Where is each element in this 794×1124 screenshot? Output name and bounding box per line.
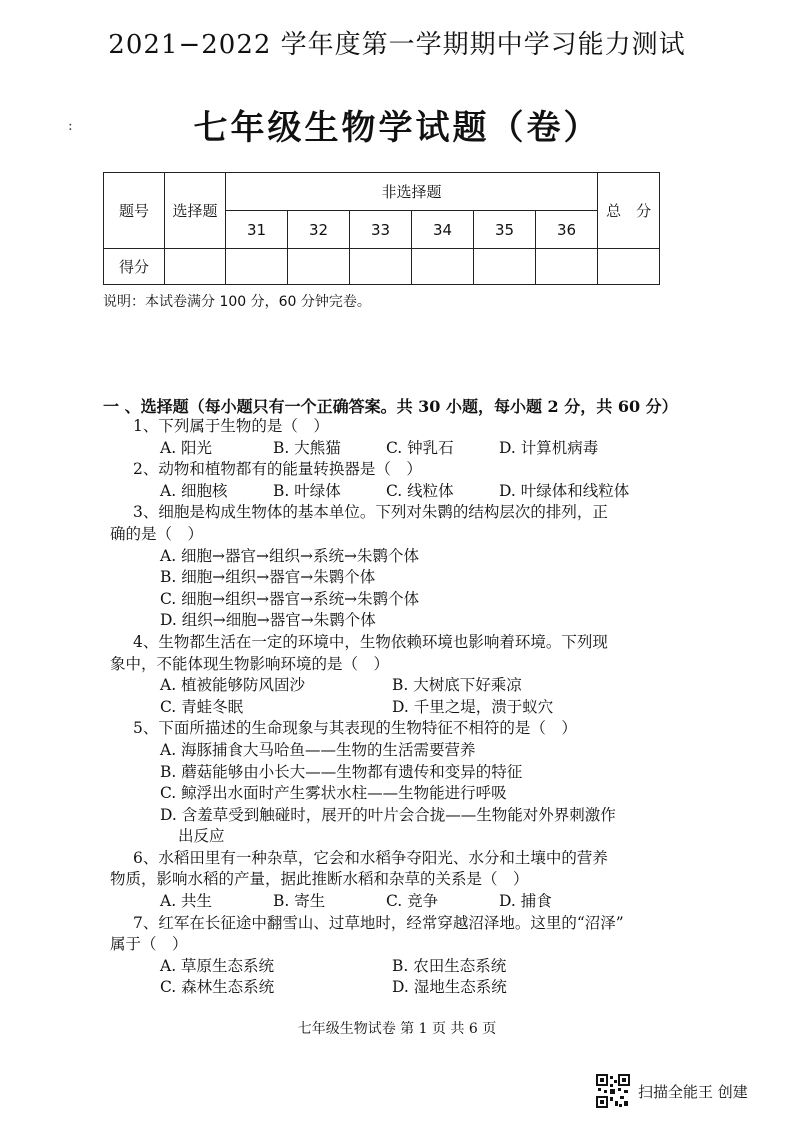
score-table-total-header: 总 分 [598,173,660,249]
score-cell [412,249,474,285]
question-stem: 7、红军在长征途中翻雪山、过草地时，经常穿越沼泽地。这里的“沼泽” [133,913,624,932]
option: D. 含羞草受到触碰时，展开的叶片会合拢——生物能对外界刺激作 [160,805,616,824]
score-table-score-label: 得分 [104,249,165,285]
score-table [103,172,660,285]
question-stem: 2、动物和植物都有的能量转换器是（ ） [133,460,422,479]
option: B. 细胞→组织→器官→朱鹮个体 [160,568,376,587]
scanner-watermark-text: 扫描全能王 创建 [638,1082,748,1101]
question-stem-continued: 属于（ ） [110,935,188,954]
exam-note: 说明：本试卷满分 100 分，60 分钟完卷。 [103,294,371,310]
score-table-number: 32 [288,211,350,249]
option: A. 共生 [160,892,213,911]
option: B. 寄生 [273,892,326,911]
option: D. 组织→细胞→器官→朱鹮个体 [160,611,376,630]
question-list [110,416,673,999]
exam-subtitle: 七年级生物学试题（卷） [193,108,601,148]
score-table-nonchoice-header: 非选择题 [226,173,598,211]
option: A. 海豚捕食大马哈鱼——生物的生活需要营养 [160,740,476,759]
question-stem: 4、生物都生活在一定的环境中，生物依赖环境也影响着环境。下列现 [133,632,608,651]
question-stem-continued: 物质，影响水稻的产量，据此推断水稻和杂草的关系是（ ） [110,870,529,889]
score-table-number: 35 [474,211,536,249]
qr-code-icon [596,1074,630,1108]
score-table-number: 31 [226,211,288,249]
question [133,718,673,848]
option: C. 森林生态系统 [160,978,275,997]
option-row [133,977,673,999]
question-stem: 1、下列属于生物的是（ ） [133,417,329,435]
option: B. 蘑菇能够由小长大——生物都有遗传和变异的特征 [160,762,523,781]
question-stem: 6、水稻田里有一种杂草，它会和水稻争夺阳光、水分和土壤中的营养 [133,848,608,867]
option: A. 草原生态系统 [160,956,275,975]
question [133,459,673,502]
question [133,416,673,459]
option: C. 钟乳石 [386,438,454,457]
option: B. 叶绿体 [273,481,341,500]
question [110,913,673,999]
score-cell [288,249,350,285]
option: D. 湿地生态系统 [392,978,507,997]
question-stem-continued: 象中，不能体现生物影响环境的是（ ） [110,654,390,673]
option: A. 细胞→器官→组织→系统→朱鹮个体 [160,546,419,565]
option: D. 叶绿体和线粒体 [499,481,630,500]
option: D. 计算机病毒 [499,438,599,457]
option-row [133,438,673,460]
exam-title: 2021−2022 学年度第一学期期中学习能力测试 [108,30,686,60]
option-row [133,481,673,503]
option-row [133,697,673,719]
stray-mark: : [68,118,73,134]
page-footer: 七年级生物试卷 第 1 页 共 6 页 [297,1021,497,1037]
option-row [133,956,673,978]
option: B. 大树底下好乘凉 [392,676,522,695]
option: C. 鲸浮出水面时产生雾状水柱——生物能进行呼吸 [160,784,507,803]
option: B. 大熊猫 [273,438,341,457]
score-cell [474,249,536,285]
option: D. 捕食 [499,892,552,911]
option: C. 竞争 [386,892,439,911]
option: C. 细胞→组织→器官→系统→朱鹮个体 [160,589,420,608]
option-row [133,891,673,913]
option: A. 细胞核 [160,481,228,500]
option: C. 线粒体 [386,481,454,500]
question [110,632,673,718]
question-stem-continued: 确的是（ ） [110,524,204,543]
option-continued: 出反应 [178,827,225,846]
option: B. 农田生态系统 [392,956,507,975]
question [110,848,673,913]
score-table-number: 33 [350,211,412,249]
score-cell [350,249,412,285]
option: D. 千里之堤，溃于蚁穴 [392,697,554,716]
scanner-watermark [596,1074,748,1108]
score-cell [226,249,288,285]
option-row [133,675,673,697]
question-stem: 5、下面所描述的生命现象与其表现的生物特征不相符的是（ ） [133,719,577,738]
score-table-number: 34 [412,211,474,249]
score-cell [165,249,226,285]
section-heading: 一 、选择题（每小题只有一个正确答案。共 30 小题，每小题 2 分，共 60 分） [103,397,678,416]
score-table-item-header: 题号 [104,173,165,249]
score-table-number: 36 [536,211,598,249]
option: C. 青蛙冬眠 [160,697,244,716]
question [110,502,673,632]
score-table-choice-header: 选择题 [165,173,226,249]
option: A. 阳光 [160,438,213,457]
score-cell [598,249,660,285]
score-cell [536,249,598,285]
option: A. 植被能够防风固沙 [160,676,306,695]
question-stem: 3、细胞是构成生物体的基本单位。下列对朱鹮的结构层次的排列，正 [133,503,608,522]
